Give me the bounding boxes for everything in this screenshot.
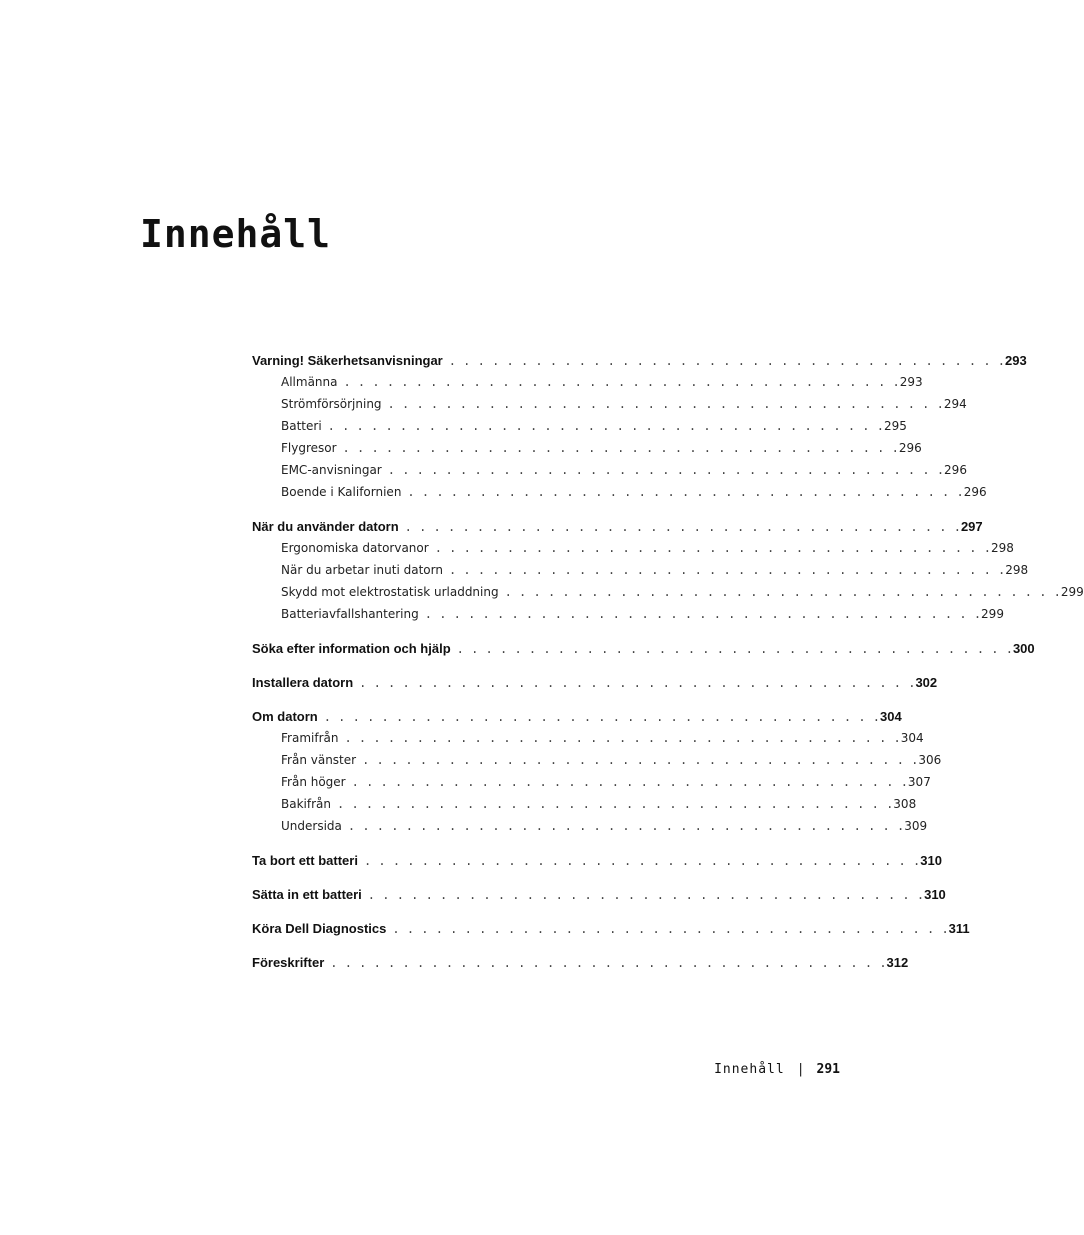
toc-section[interactable] — [252, 375, 923, 397]
toc-section-title: Batteriavfallshantering — [281, 607, 419, 621]
table-of-contents — [252, 353, 1084, 977]
dot-leader: . . . . . . . . . . . . . . . . . . . . . . . . . . . . . . . . . . . . . . . — [347, 819, 905, 833]
toc-chapter[interactable] — [252, 353, 1027, 375]
toc-section-title: Flygresor — [281, 441, 337, 455]
toc-section-page-number: 299 — [981, 607, 1004, 621]
dot-leader: . . . . . . . . . . . . . . . . . . . . . . . . . . . . . . . . . . . . . . . — [367, 888, 925, 902]
toc-section[interactable] — [252, 585, 1084, 607]
dot-leader: . . . . . . . . . . . . . . . . . . . . . . . . . . . . . . . . . . . . . . . — [387, 397, 944, 411]
dot-leader: . . . . . . . . . . . . . . . . . . . . . . . . . . . . . . . . . . . . . . . — [407, 485, 964, 499]
toc-section-title: Skydd mot elektrostatisk urladdning — [281, 585, 499, 599]
toc-chapter-page-number: 312 — [886, 955, 909, 970]
toc-section-title: Strömförsörjning — [281, 397, 382, 411]
dot-leader: . . . . . . . . . . . . . . . . . . . . . . . . . . . . . . . . . . . . . . . — [344, 731, 901, 745]
toc-chapter-page-number: 297 — [960, 519, 983, 534]
toc-chapter[interactable] — [252, 887, 946, 909]
toc-chapter-page-number: 310 — [924, 887, 946, 902]
dot-leader: . . . . . . . . . . . . . . . . . . . . . . . . . . . . . . . . . . . . . . . — [323, 710, 881, 724]
toc-section-title: Från höger — [281, 775, 346, 789]
toc-section-title: EMC-anvisningar — [281, 463, 382, 477]
dot-leader: . . . . . . . . . . . . . . . . . . . . . . . . . . . . . . . . . . . . . . . — [362, 753, 919, 767]
dot-leader: . . . . . . . . . . . . . . . . . . . . . . . . . . . . . . . . . . . . . . . — [337, 797, 894, 811]
toc-section[interactable] — [252, 607, 1004, 629]
dot-leader: . . . . . . . . . . . . . . . . . . . . . . . . . . . . . . . . . . . . . . . — [504, 585, 1061, 599]
toc-chapter-page-number: 311 — [948, 921, 970, 936]
toc-chapter-title: Söka efter information och hjälp — [252, 641, 451, 656]
toc-section-title: Batteri — [281, 419, 322, 433]
toc-section-page-number: 296 — [963, 485, 987, 499]
toc-section-page-number: 294 — [943, 397, 967, 411]
toc-section[interactable] — [252, 753, 942, 775]
dot-leader: . . . . . . . . . . . . . . . . . . . . . . . . . . . . . . . . . . . . . . . — [448, 563, 1006, 577]
footer-title: Innehåll — [714, 1062, 785, 1077]
dot-leader: . . . . . . . . . . . . . . . . . . . . . . . . . . . . . . . . . . . . . . . — [456, 642, 1013, 656]
toc-section-page-number: 304 — [900, 731, 924, 745]
toc-section-page-number: 308 — [893, 797, 917, 811]
toc-chapter[interactable] — [252, 519, 983, 541]
dot-leader: . . . . . . . . . . . . . . . . . . . . . . . . . . . . . . . . . . . . . . . — [330, 956, 887, 970]
toc-section-title: Undersida — [281, 819, 342, 833]
toc-section-page-number: 295 — [883, 419, 907, 433]
toc-section-title: Allmänna — [281, 375, 338, 389]
toc-section[interactable] — [252, 397, 967, 419]
toc-section[interactable] — [252, 797, 917, 819]
toc-chapter[interactable] — [252, 675, 938, 697]
toc-chapter-page-number: 310 — [920, 853, 942, 868]
toc-chapter[interactable] — [252, 709, 902, 731]
dot-leader: . . . . . . . . . . . . . . . . . . . . . . . . . . . . . . . . . . . . . . . — [448, 354, 1006, 368]
toc-chapter-title: Föreskrifter — [252, 955, 325, 970]
dot-leader: . . . . . . . . . . . . . . . . . . . . . . . . . . . . . . . . . . . . . . . — [327, 419, 884, 433]
toc-chapter-title: Ta bort ett batteri — [252, 853, 358, 868]
toc-chapter-title: Om datorn — [252, 709, 318, 724]
toc-section-page-number: 296 — [944, 463, 967, 477]
page-footer — [714, 1062, 840, 1077]
toc-chapter-page-number: 300 — [1012, 641, 1035, 656]
toc-section-page-number: 309 — [904, 819, 928, 833]
toc-chapter-title: Köra Dell Diagnostics — [252, 921, 387, 936]
dot-leader: . . . . . . . . . . . . . . . . . . . . . . . . . . . . . . . . . . . . . . . — [342, 441, 899, 455]
toc-section[interactable] — [252, 485, 987, 507]
toc-section[interactable] — [252, 819, 928, 841]
toc-chapter-title: Installera datorn — [252, 675, 354, 690]
dot-leader: . . . . . . . . . . . . . . . . . . . . . . . . . . . . . . . . . . . . . . . — [359, 676, 916, 690]
toc-chapter-page-number: 293 — [1005, 353, 1027, 368]
toc-section[interactable] — [252, 419, 907, 441]
toc-section[interactable] — [252, 775, 931, 797]
toc-chapter-title: Varning! Säkerhetsanvisningar — [252, 353, 443, 368]
toc-section[interactable] — [252, 541, 1014, 563]
dot-leader: . . . . . . . . . . . . . . . . . . . . . . . . . . . . . . . . . . . . . . . — [351, 775, 908, 789]
dot-leader: . . . . . . . . . . . . . . . . . . . . . . . . . . . . . . . . . . . . . . . — [343, 375, 900, 389]
toc-section-page-number: 293 — [899, 375, 923, 389]
toc-section-title: Bakifrån — [281, 797, 331, 811]
toc-section-title: Boende i Kalifornien — [281, 485, 402, 499]
toc-section-title: Ergonomiska datorvanor — [281, 541, 429, 555]
dot-leader: . . . . . . . . . . . . . . . . . . . . . . . . . . . . . . . . . . . . . . . — [434, 541, 991, 555]
dot-leader: . . . . . . . . . . . . . . . . . . . . . . . . . . . . . . . . . . . . . . . — [363, 854, 921, 868]
footer-page-number: 291 — [816, 1062, 840, 1077]
toc-chapter[interactable] — [252, 921, 970, 943]
toc-chapter-page-number: 304 — [880, 709, 902, 724]
toc-section-title: Framifrån — [281, 731, 339, 745]
toc-section[interactable] — [252, 463, 967, 485]
dot-leader: . . . . . . . . . . . . . . . . . . . . . . . . . . . . . . . . . . . . . . . — [424, 607, 982, 621]
toc-section-page-number: 307 — [907, 775, 931, 789]
toc-section[interactable] — [252, 731, 924, 753]
toc-section[interactable] — [252, 563, 1029, 585]
footer-separator: | — [796, 1062, 805, 1077]
page-title: Innehåll — [140, 212, 332, 256]
toc-section-title: Från vänster — [281, 753, 357, 767]
toc-chapter-title: När du använder datorn — [252, 519, 399, 534]
toc-chapter[interactable] — [252, 853, 942, 875]
toc-section-page-number: 298 — [1005, 563, 1029, 577]
dot-leader: . . . . . . . . . . . . . . . . . . . . . . . . . . . . . . . . . . . . . . . — [392, 922, 949, 936]
toc-chapter[interactable] — [252, 955, 909, 977]
toc-section-page-number: 296 — [898, 441, 922, 455]
toc-chapter-title: Sätta in ett batteri — [252, 887, 362, 902]
toc-section-page-number: 299 — [1060, 585, 1084, 599]
dot-leader: . . . . . . . . . . . . . . . . . . . . . . . . . . . . . . . . . . . . . . . — [387, 463, 945, 477]
toc-section-page-number: 306 — [918, 753, 942, 767]
toc-section-title: När du arbetar inuti datorn — [281, 563, 443, 577]
toc-chapter-page-number: 302 — [915, 675, 938, 690]
toc-section[interactable] — [252, 441, 922, 463]
toc-section-page-number: 298 — [990, 541, 1014, 555]
toc-chapter[interactable] — [252, 641, 1035, 663]
dot-leader: . . . . . . . . . . . . . . . . . . . . . . . . . . . . . . . . . . . . . . . — [404, 520, 961, 534]
